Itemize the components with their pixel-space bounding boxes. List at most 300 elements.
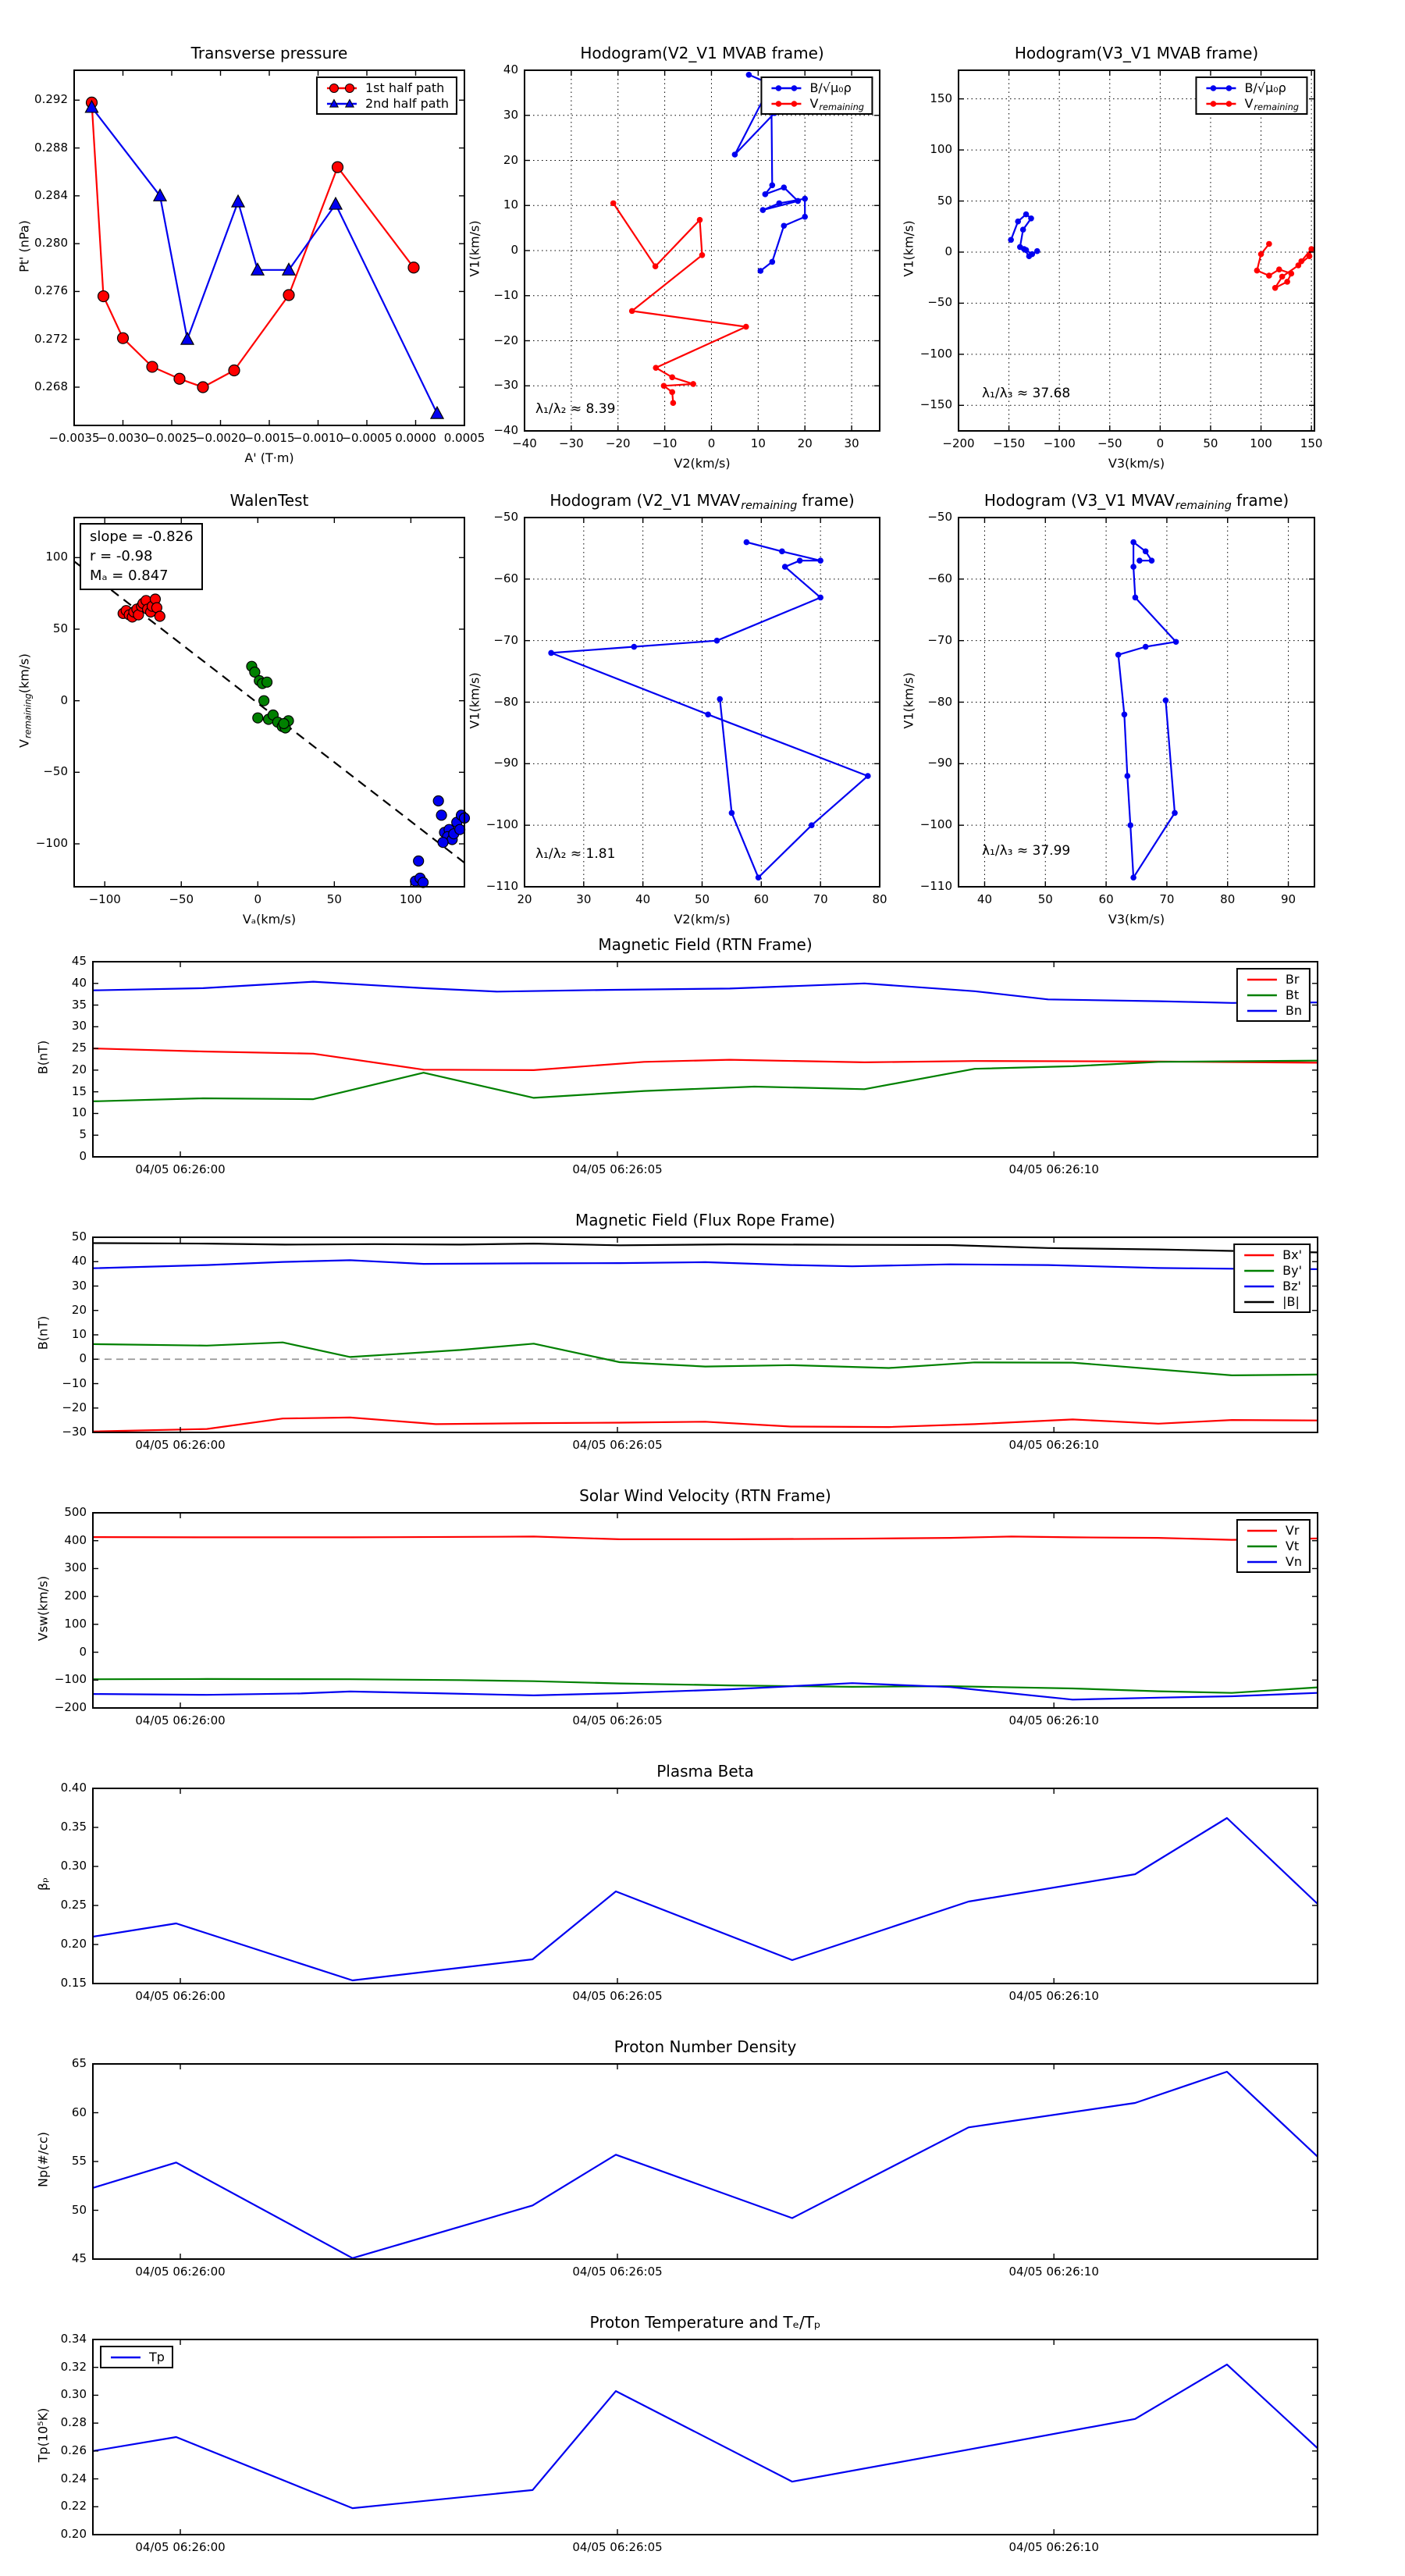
y-tick-label: 0.22 bbox=[60, 2499, 87, 2514]
y-tick-label: 0.24 bbox=[60, 2471, 87, 2485]
legend-entry bbox=[769, 96, 864, 111]
x-tick-label: 70 bbox=[1159, 892, 1175, 906]
title-proton-number-density: Proton Number Density bbox=[614, 2037, 797, 2056]
y-tick-label: 0 bbox=[60, 692, 68, 707]
y-tick-label: 55 bbox=[71, 2154, 87, 2168]
legend-entry bbox=[1242, 1279, 1302, 1293]
y-tick-label: 30 bbox=[71, 1019, 87, 1034]
dot-marker bbox=[776, 201, 782, 207]
circle-marker bbox=[438, 838, 448, 848]
title-proton-temperature: Proton Temperature and Tₑ/Tₚ bbox=[589, 2313, 821, 2332]
y-tick-label: 45 bbox=[71, 2251, 87, 2265]
circle-marker bbox=[147, 361, 158, 372]
y-tick-label: −100 bbox=[486, 817, 518, 832]
x-tick-label: 20 bbox=[797, 436, 813, 450]
walen-correlation: r = -0.98 bbox=[90, 547, 153, 564]
dot-marker bbox=[1226, 101, 1232, 107]
legend-label: |B| bbox=[1282, 1294, 1300, 1309]
dot-marker bbox=[795, 198, 801, 205]
eigenvalue-ratio-annotation: λ₁/λ₂ ≈ 1.81 bbox=[535, 846, 616, 862]
dot-marker bbox=[1143, 549, 1149, 555]
dot-marker bbox=[802, 214, 808, 220]
circle-marker bbox=[408, 262, 419, 273]
legend-box bbox=[1236, 968, 1311, 1022]
y-tick-label: −80 bbox=[927, 694, 952, 709]
series-line-hodogram-v3v1-mvav bbox=[1119, 543, 1176, 878]
circle-marker bbox=[229, 365, 240, 376]
dot-marker bbox=[781, 184, 787, 190]
series-line-2nd half path bbox=[92, 108, 438, 414]
legend-line-sample bbox=[1204, 98, 1238, 110]
dot-marker bbox=[1130, 564, 1136, 570]
y-tick-label: −50 bbox=[927, 295, 952, 310]
x-tick-label: 80 bbox=[1220, 892, 1236, 906]
x-tick-label: −150 bbox=[992, 436, 1026, 450]
legend-line-sample bbox=[1245, 1556, 1279, 1568]
axes-frame bbox=[93, 2064, 1318, 2259]
y-tick-label: 35 bbox=[71, 997, 87, 1012]
x-tick-label: 04/05 06:26:00 bbox=[135, 1162, 226, 1176]
x-tick-label: 04/05 06:26:10 bbox=[1008, 1713, 1099, 1727]
series-line-Bn bbox=[93, 982, 1318, 1003]
dot-marker bbox=[1298, 258, 1304, 265]
dot-marker bbox=[791, 85, 798, 91]
legend-box bbox=[1195, 76, 1307, 115]
legend-entry bbox=[1245, 1523, 1302, 1538]
dot-marker bbox=[781, 222, 787, 229]
legend-entry bbox=[1242, 1294, 1302, 1309]
circle-marker bbox=[262, 677, 272, 687]
y-tick-label: 200 bbox=[64, 1589, 87, 1603]
y-tick-label: 0 bbox=[944, 244, 952, 258]
x-tick-label: −100 bbox=[1043, 436, 1076, 450]
dot-marker bbox=[756, 874, 762, 881]
x-tick-label: 04/05 06:26:05 bbox=[572, 2265, 663, 2279]
x-tick-label: 04/05 06:26:00 bbox=[135, 1989, 226, 2003]
legend-label: By' bbox=[1282, 1263, 1302, 1278]
y-tick-label: −20 bbox=[493, 333, 518, 347]
y-tick-label: 0.20 bbox=[60, 1937, 87, 1951]
triangle-marker bbox=[232, 195, 244, 207]
y-tick-label: 30 bbox=[503, 107, 518, 122]
x-tick-label: −20 bbox=[605, 436, 631, 450]
triangle-marker bbox=[181, 333, 194, 344]
legend-entry bbox=[1242, 1263, 1302, 1278]
legend-entry bbox=[1245, 1554, 1302, 1569]
y-tick-label: 400 bbox=[64, 1532, 87, 1547]
x-tick-label: −30 bbox=[559, 436, 584, 450]
x-tick-label: 04/05 06:26:10 bbox=[1008, 2265, 1099, 2279]
y-tick-label: 0 bbox=[79, 1644, 87, 1659]
y-tick-label: 20 bbox=[503, 152, 518, 167]
legend-box bbox=[316, 76, 457, 115]
triangle-marker bbox=[329, 197, 342, 209]
legend-label: B/√μ₀ρ bbox=[1244, 80, 1286, 95]
x-tick-label: 60 bbox=[753, 892, 769, 906]
y-tick-label: 0.292 bbox=[34, 92, 68, 107]
dot-marker bbox=[809, 822, 815, 828]
legend-entry bbox=[1245, 972, 1302, 987]
axes-frame bbox=[93, 962, 1318, 1157]
dot-marker bbox=[797, 557, 803, 564]
x-tick-label: 150 bbox=[1300, 436, 1323, 450]
legend-label: Br bbox=[1285, 972, 1300, 987]
circle-marker bbox=[197, 382, 208, 393]
x-tick-label: −0.0015 bbox=[244, 431, 295, 445]
dot-marker bbox=[1307, 253, 1313, 259]
y-tick-label: 0.288 bbox=[34, 140, 68, 155]
legend-entry bbox=[1242, 1247, 1302, 1262]
y-tick-label: 10 bbox=[71, 1327, 87, 1341]
legend-line-sample bbox=[1245, 1525, 1279, 1537]
y-tick-label: −10 bbox=[62, 1375, 87, 1390]
ylabel-hodogram-v2v1-mvav: V1(km/s) bbox=[467, 671, 482, 729]
x-tick-label: 04/05 06:26:10 bbox=[1008, 2540, 1099, 2554]
x-tick-label: 100 bbox=[400, 892, 422, 906]
eigenvalue-ratio-annotation: λ₁/λ₃ ≈ 37.99 bbox=[982, 843, 1071, 859]
x-tick-label: −0.0005 bbox=[341, 431, 393, 445]
dot-marker bbox=[817, 595, 823, 601]
legend-line-sample bbox=[108, 2351, 143, 2364]
xlabel-hodogram-v3v1-mvab: V3(km/s) bbox=[1108, 456, 1165, 471]
dot-marker bbox=[1015, 219, 1021, 225]
y-tick-label: 0 bbox=[79, 1149, 87, 1163]
axes-frame bbox=[93, 1788, 1318, 1984]
title-magnetic-field-flux-rope: Magnetic Field (Flux Rope Frame) bbox=[575, 1211, 835, 1229]
ylabel-hodogram-v3v1-mvab: V1(km/s) bbox=[901, 220, 916, 277]
y-tick-label: 0.34 bbox=[60, 2332, 87, 2346]
y-tick-label: 0.15 bbox=[60, 1976, 87, 1990]
ylabel-magnetic-field-flux-rope: B(nT) bbox=[35, 1315, 51, 1350]
y-tick-label: −50 bbox=[927, 510, 952, 524]
x-tick-label: 0.0005 bbox=[443, 431, 486, 445]
y-tick-label: 0.20 bbox=[60, 2527, 87, 2541]
x-tick-label: 0 bbox=[254, 892, 262, 906]
x-tick-label: 04/05 06:26:05 bbox=[572, 1438, 663, 1452]
dot-marker bbox=[1026, 253, 1033, 259]
dot-marker bbox=[653, 263, 659, 269]
y-tick-label: 0.268 bbox=[34, 379, 68, 393]
y-tick-label: −90 bbox=[493, 756, 518, 770]
y-tick-label: −40 bbox=[493, 423, 518, 437]
legend-line-sample bbox=[769, 98, 803, 110]
y-tick-label: −60 bbox=[493, 571, 518, 585]
y-tick-label: 300 bbox=[64, 1560, 87, 1575]
dot-marker bbox=[661, 382, 667, 389]
dot-marker bbox=[690, 381, 696, 387]
x-tick-label: 04/05 06:26:00 bbox=[135, 2540, 226, 2554]
x-tick-label: −0.0020 bbox=[194, 431, 247, 445]
ylabel-solar-wind-velocity: Vsw(km/s) bbox=[35, 1575, 51, 1642]
legend-line-sample bbox=[1242, 1249, 1276, 1261]
legend-box bbox=[1236, 1519, 1311, 1573]
y-tick-label: 0.28 bbox=[60, 2415, 87, 2430]
dot-marker bbox=[763, 191, 769, 197]
x-tick-label: 90 bbox=[1280, 892, 1297, 906]
dot-marker bbox=[744, 539, 750, 546]
y-tick-label: 0.276 bbox=[34, 283, 68, 298]
title-hodogram-v2v1-mvab: Hodogram(V2_V1 MVAB frame) bbox=[580, 44, 824, 62]
title-solar-wind-velocity: Solar Wind Velocity (RTN Frame) bbox=[579, 1486, 831, 1505]
x-tick-label: −0.0010 bbox=[292, 431, 344, 445]
circle-marker bbox=[259, 696, 269, 706]
legend-entry bbox=[325, 80, 449, 95]
y-tick-label: −110 bbox=[919, 879, 952, 893]
y-tick-label: 100 bbox=[45, 550, 68, 564]
x-tick-label: 40 bbox=[976, 892, 992, 906]
legend-label: Bn bbox=[1285, 1003, 1302, 1018]
x-tick-label: 04/05 06:26:10 bbox=[1008, 1989, 1099, 2003]
title-magnetic-field-rtn: Magnetic Field (RTN Frame) bbox=[598, 935, 813, 954]
y-tick-label: 0.30 bbox=[60, 1859, 87, 1873]
dot-marker bbox=[699, 252, 706, 258]
dot-marker bbox=[1034, 248, 1040, 254]
ylabel-proton-temperature: Tp(10⁵K) bbox=[35, 2407, 51, 2463]
legend-label: $V_{remaining}$ bbox=[809, 96, 864, 113]
x-tick-label: 30 bbox=[576, 892, 592, 906]
x-tick-label: 0 bbox=[1156, 436, 1165, 450]
x-tick-label: −50 bbox=[1097, 436, 1122, 450]
title-hodogram-v2v1-mvav: Hodogram (V2_V1 $MVAV_{remaining}$ frame) bbox=[550, 491, 855, 513]
x-tick-label: −0.0035 bbox=[48, 431, 100, 445]
y-tick-label: 50 bbox=[937, 193, 952, 208]
dot-marker bbox=[653, 365, 659, 371]
dot-marker bbox=[760, 207, 767, 213]
ylabel-walen-test: $V_{remaining}(km/s)$ bbox=[16, 653, 34, 748]
dot-marker bbox=[1279, 274, 1286, 280]
dot-marker bbox=[1288, 271, 1294, 277]
dot-marker bbox=[802, 196, 808, 202]
dot-marker bbox=[714, 638, 720, 644]
y-tick-label: −80 bbox=[493, 694, 518, 709]
legend-line-sample bbox=[1242, 1265, 1276, 1277]
x-tick-label: 04/05 06:26:05 bbox=[572, 2540, 663, 2554]
y-tick-label: −100 bbox=[919, 817, 952, 832]
legend-label: Vn bbox=[1285, 1554, 1302, 1569]
ylabel-proton-number-density: Np(#/cc) bbox=[35, 2132, 51, 2187]
series-line-V bbox=[1257, 244, 1311, 288]
walen-mach-number: Mₐ = 0.847 bbox=[90, 567, 169, 584]
dot-marker bbox=[1266, 241, 1272, 247]
legend-line-sample bbox=[325, 82, 359, 94]
x-tick-label: 50 bbox=[1203, 436, 1218, 450]
dot-marker bbox=[1133, 595, 1139, 601]
dot-marker bbox=[729, 810, 735, 817]
y-tick-label: 0.284 bbox=[34, 187, 68, 202]
y-tick-label: 0 bbox=[79, 1351, 87, 1366]
circle-marker bbox=[253, 713, 263, 723]
circle-marker bbox=[333, 162, 343, 173]
axes-frame bbox=[74, 70, 464, 425]
y-tick-label: 0.26 bbox=[60, 2443, 87, 2457]
dot-marker bbox=[1130, 874, 1136, 881]
legend-line-sample bbox=[1204, 82, 1238, 94]
legend-box bbox=[1233, 1244, 1311, 1313]
axes-frame bbox=[959, 518, 1314, 887]
legend-label: B/√μ₀ρ bbox=[809, 80, 852, 95]
circle-marker bbox=[98, 291, 109, 302]
y-tick-label: −70 bbox=[927, 632, 952, 647]
y-tick-label: −50 bbox=[43, 764, 68, 779]
y-tick-label: −30 bbox=[62, 1425, 87, 1439]
circle-marker bbox=[436, 810, 446, 820]
ylabel-hodogram-v2v1-mvab: V1(km/s) bbox=[467, 220, 482, 277]
xlabel-hodogram-v2v1-mvav: V2(km/s) bbox=[674, 912, 731, 927]
y-tick-label: −100 bbox=[54, 1672, 87, 1687]
y-tick-label: 40 bbox=[71, 1254, 87, 1268]
circle-marker bbox=[155, 611, 165, 621]
x-tick-label: −100 bbox=[88, 892, 121, 906]
y-tick-label: −50 bbox=[493, 510, 518, 524]
x-tick-label: −0.0030 bbox=[97, 431, 149, 445]
series-line-|B| bbox=[93, 1244, 1318, 1253]
series-line-Vr bbox=[93, 1536, 1318, 1539]
x-tick-label: 04/05 06:26:05 bbox=[572, 1162, 663, 1176]
x-tick-label: −0.0025 bbox=[146, 431, 197, 445]
legend-line-sample bbox=[1245, 989, 1279, 1002]
circle-marker bbox=[279, 719, 289, 729]
dot-marker bbox=[629, 308, 635, 315]
legend-box bbox=[100, 2346, 173, 2368]
dot-marker bbox=[669, 390, 675, 396]
circle-marker bbox=[174, 373, 185, 384]
legend-label: Vt bbox=[1285, 1539, 1300, 1553]
legend-label: Tp bbox=[149, 2350, 165, 2364]
x-tick-label: 50 bbox=[326, 892, 342, 906]
x-tick-label: 50 bbox=[694, 892, 710, 906]
legend-entry bbox=[769, 80, 864, 95]
dot-marker bbox=[732, 151, 738, 158]
circle-marker bbox=[118, 333, 129, 343]
circle-marker bbox=[433, 796, 443, 806]
series-line-plasma-beta bbox=[93, 1818, 1318, 1980]
legend-label: Bx' bbox=[1282, 1247, 1302, 1262]
y-tick-label: 0.272 bbox=[34, 331, 68, 346]
dot-marker bbox=[770, 182, 776, 188]
eigenvalue-ratio-annotation: λ₁/λ₃ ≈ 37.68 bbox=[982, 386, 1071, 401]
y-tick-label: 25 bbox=[71, 1041, 87, 1055]
title-plasma-beta: Plasma Beta bbox=[656, 1762, 754, 1781]
series-line-Bz' bbox=[93, 1260, 1318, 1269]
dot-marker bbox=[1127, 822, 1133, 828]
dot-marker bbox=[1284, 279, 1290, 285]
walen-stats-box bbox=[80, 523, 203, 590]
dot-marker bbox=[1125, 773, 1131, 779]
dot-marker bbox=[1020, 226, 1026, 233]
title-hodogram-v3v1-mvav: Hodogram (V3_V1 $MVAV_{remaining}$ frame) bbox=[984, 491, 1289, 513]
x-tick-label: 80 bbox=[872, 892, 887, 906]
y-tick-label: 0 bbox=[510, 243, 518, 257]
series-line-Bx' bbox=[93, 1418, 1318, 1432]
dot-marker bbox=[743, 324, 749, 330]
dot-marker bbox=[705, 711, 711, 717]
circle-marker bbox=[329, 84, 338, 92]
dot-marker bbox=[770, 259, 776, 265]
triangle-marker bbox=[431, 407, 443, 418]
x-tick-label: 04/05 06:26:10 bbox=[1008, 1162, 1099, 1176]
ylabel-hodogram-v3v1-mvav: V1(km/s) bbox=[901, 671, 916, 729]
y-tick-label: 500 bbox=[64, 1505, 87, 1519]
dot-marker bbox=[1115, 652, 1122, 658]
legend-box bbox=[760, 76, 873, 115]
series-line-Bt bbox=[93, 1061, 1318, 1101]
y-tick-label: −10 bbox=[493, 287, 518, 302]
dot-marker bbox=[1308, 246, 1314, 252]
legend-entry bbox=[1204, 80, 1299, 95]
walen-slope: slope = -0.826 bbox=[90, 528, 194, 545]
y-tick-label: 45 bbox=[71, 954, 87, 968]
dot-marker bbox=[1254, 268, 1261, 274]
legend-line-sample bbox=[1245, 973, 1279, 986]
dot-marker bbox=[1136, 557, 1143, 564]
y-tick-label: 20 bbox=[71, 1062, 87, 1076]
legend-entry bbox=[1204, 96, 1299, 111]
series-line-1st half path bbox=[92, 102, 414, 387]
dot-marker bbox=[1272, 285, 1279, 291]
y-tick-label: −100 bbox=[35, 836, 68, 850]
x-tick-label: 70 bbox=[813, 892, 828, 906]
y-tick-label: 40 bbox=[71, 975, 87, 990]
y-tick-label: −30 bbox=[493, 378, 518, 393]
legend-entry bbox=[325, 96, 449, 111]
legend-label: 1st half path bbox=[365, 80, 445, 95]
x-tick-label: −200 bbox=[942, 436, 975, 450]
y-tick-label: 20 bbox=[71, 1302, 87, 1317]
y-tick-label: 50 bbox=[52, 621, 68, 635]
dot-marker bbox=[746, 72, 752, 78]
x-tick-label: 0 bbox=[707, 436, 716, 450]
x-tick-label: −50 bbox=[169, 892, 194, 906]
dot-marker bbox=[1008, 237, 1014, 243]
legend-line-sample bbox=[1242, 1296, 1276, 1308]
y-tick-label: 30 bbox=[71, 1278, 87, 1293]
dot-marker bbox=[669, 374, 675, 380]
y-tick-label: 5 bbox=[79, 1127, 87, 1142]
y-tick-label: 65 bbox=[71, 2056, 87, 2070]
legend-line-sample bbox=[1242, 1280, 1276, 1293]
dot-marker bbox=[697, 217, 703, 223]
x-tick-label: 04/05 06:26:05 bbox=[572, 1989, 663, 2003]
y-tick-label: 15 bbox=[71, 1083, 87, 1098]
dot-marker bbox=[865, 773, 871, 779]
eigenvalue-ratio-annotation: λ₁/λ₂ ≈ 8.39 bbox=[535, 401, 616, 417]
dot-marker bbox=[1149, 557, 1155, 564]
xlabel-hodogram-v2v1-mvab: V2(km/s) bbox=[674, 456, 731, 471]
y-tick-label: −150 bbox=[919, 397, 952, 412]
legend-label: Bz' bbox=[1282, 1279, 1301, 1293]
y-tick-label: 0.32 bbox=[60, 2359, 87, 2374]
dot-marker bbox=[1258, 251, 1264, 258]
y-tick-label: 100 bbox=[64, 1616, 87, 1631]
x-tick-label: 04/05 06:26:00 bbox=[135, 2265, 226, 2279]
legend-label: 2nd half path bbox=[365, 96, 449, 111]
dot-marker bbox=[1211, 101, 1217, 107]
y-tick-label: −90 bbox=[927, 756, 952, 770]
series-line-V bbox=[614, 203, 746, 403]
title-hodogram-v3v1-mvab: Hodogram(V3_V1 MVAB frame) bbox=[1014, 44, 1259, 62]
y-tick-label: −100 bbox=[919, 346, 952, 361]
legend-line-sample bbox=[1245, 1540, 1279, 1553]
y-tick-label: 100 bbox=[930, 142, 952, 157]
ylabel-plasma-beta: βₚ bbox=[35, 1877, 51, 1891]
dot-marker bbox=[1266, 272, 1272, 279]
legend-line-sample bbox=[1245, 1005, 1279, 1017]
dot-marker bbox=[1122, 711, 1128, 717]
dot-marker bbox=[1143, 644, 1149, 650]
y-tick-label: 10 bbox=[71, 1105, 87, 1120]
x-tick-label: 04/05 06:26:00 bbox=[135, 1713, 226, 1727]
dot-marker bbox=[548, 650, 554, 656]
